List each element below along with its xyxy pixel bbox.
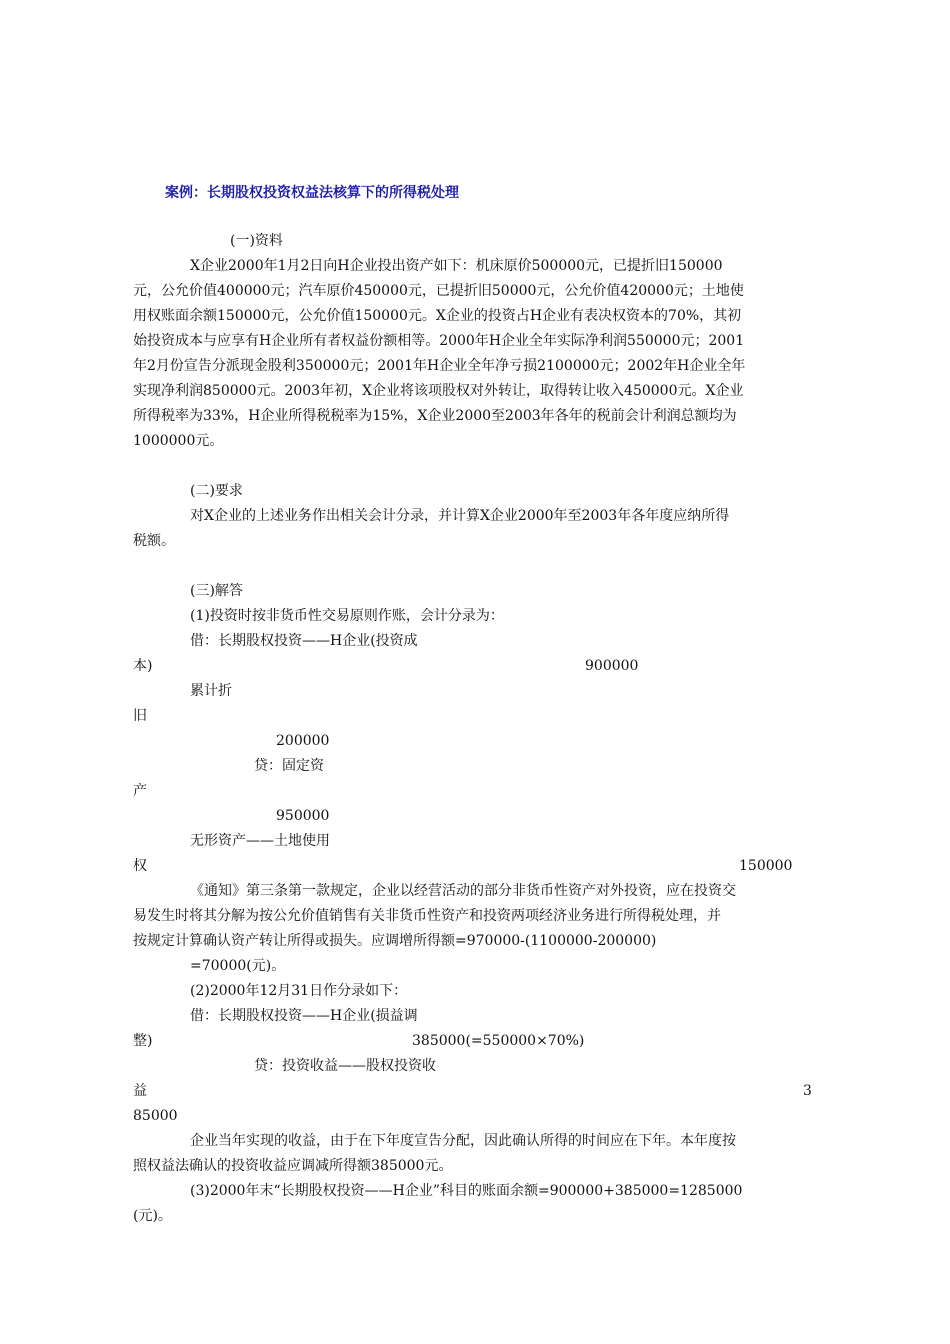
- body-line: 对X企业的上述业务作出相关会计分录，并计算X企业2000年至2003年各年度应纳所得: [190, 508, 730, 524]
- body-line: X企业2000年1月2日向H企业投出资产如下：机床原价500000元，已提折旧150000: [190, 258, 723, 274]
- journal-amount: 950000: [276, 808, 330, 824]
- body-line: 1000000元。: [133, 433, 224, 449]
- body-line: 年2月份宣告分派现金股利350000元；2001年H企业全年净亏损2100000元；2002年H企业全年: [133, 358, 746, 374]
- section-requirements-heading: (二)要求: [190, 483, 243, 499]
- body-line: 企业当年实现的收益，由于在下年度宣告分配，因此确认所得的时间应在下年。本年度按: [190, 1133, 736, 1149]
- journal-amount: 200000: [276, 733, 330, 749]
- body-line: (1)投资时按非货币性交易原则作账，会计分录为：: [190, 608, 504, 624]
- journal-line: 产: [133, 783, 147, 799]
- body-line: 《通知》第三条第一款规定，企业以经营活动的部分非货币性资产对外投资，应在投资交: [190, 883, 736, 899]
- journal-amount: 150000: [739, 858, 793, 874]
- journal-line: 借：长期股权投资——H企业(损益调: [190, 1008, 418, 1024]
- journal-amount: 85000: [133, 1108, 178, 1124]
- journal-line: 本): [133, 658, 153, 674]
- body-line: 始投资成本与应享有H企业所有者权益份额相等。2000年H企业全年实际净利润550000元；2001: [133, 333, 745, 349]
- journal-line: 整): [133, 1033, 153, 1049]
- body-line: 所得税率为33%，H企业所得税税率为15%，X企业2000至2003年各年的税前会计利润总额均为: [133, 408, 737, 424]
- body-line: (元)。: [133, 1208, 172, 1224]
- journal-amount: 3: [803, 1083, 812, 1099]
- journal-line: 无形资产——土地使用: [190, 833, 330, 849]
- journal-amount: 385000(=550000×70%): [412, 1033, 585, 1049]
- journal-line: 贷：固定资: [254, 758, 324, 774]
- journal-line: 益: [133, 1083, 147, 1099]
- body-line: 实现净利润850000元。2003年初，X企业将该项股权对外转让，取得转让收入450000元。X企业: [133, 383, 744, 399]
- journal-line: 累计折: [190, 683, 232, 699]
- journal-line: 借：长期股权投资——H企业(投资成: [190, 633, 418, 649]
- body-line: (3)2000年末“长期股权投资——H企业”科目的账面余额=900000+385000=1285000: [190, 1183, 743, 1199]
- section-materials-heading: (一)资料: [230, 233, 283, 249]
- journal-line: 权: [133, 858, 147, 874]
- journal-line: 旧: [133, 708, 147, 724]
- body-line: 元，公允价值400000元；汽车原价450000元，已提折旧50000元，公允价值420000元；土地使: [133, 283, 744, 299]
- body-line: 照权益法确认的投资收益应调减所得额385000元。: [133, 1158, 453, 1174]
- body-line: 税额。: [133, 533, 175, 549]
- body-line: (2)2000年12月31日作分录如下：: [190, 983, 408, 999]
- journal-amount: 900000: [585, 658, 639, 674]
- section-solution-heading: (三)解答: [190, 583, 243, 599]
- journal-line: 贷：投资收益——股权投资收: [254, 1058, 436, 1074]
- body-line: 易发生时将其分解为按公允价值销售有关非货币性资产和投资两项经济业务进行所得税处理，并: [133, 908, 721, 924]
- body-line: 用权账面余额150000元，公允价值150000元。X企业的投资占H企业有表决权资本的70%，其初: [133, 308, 742, 324]
- body-line: =70000(元)。: [190, 958, 286, 974]
- document-title: 案例：长期股权投资权益法核算下的所得税处理: [165, 185, 459, 201]
- body-line: 按规定计算确认资产转让所得或损失。应调增所得额=970000-(1100000-200000): [133, 933, 657, 949]
